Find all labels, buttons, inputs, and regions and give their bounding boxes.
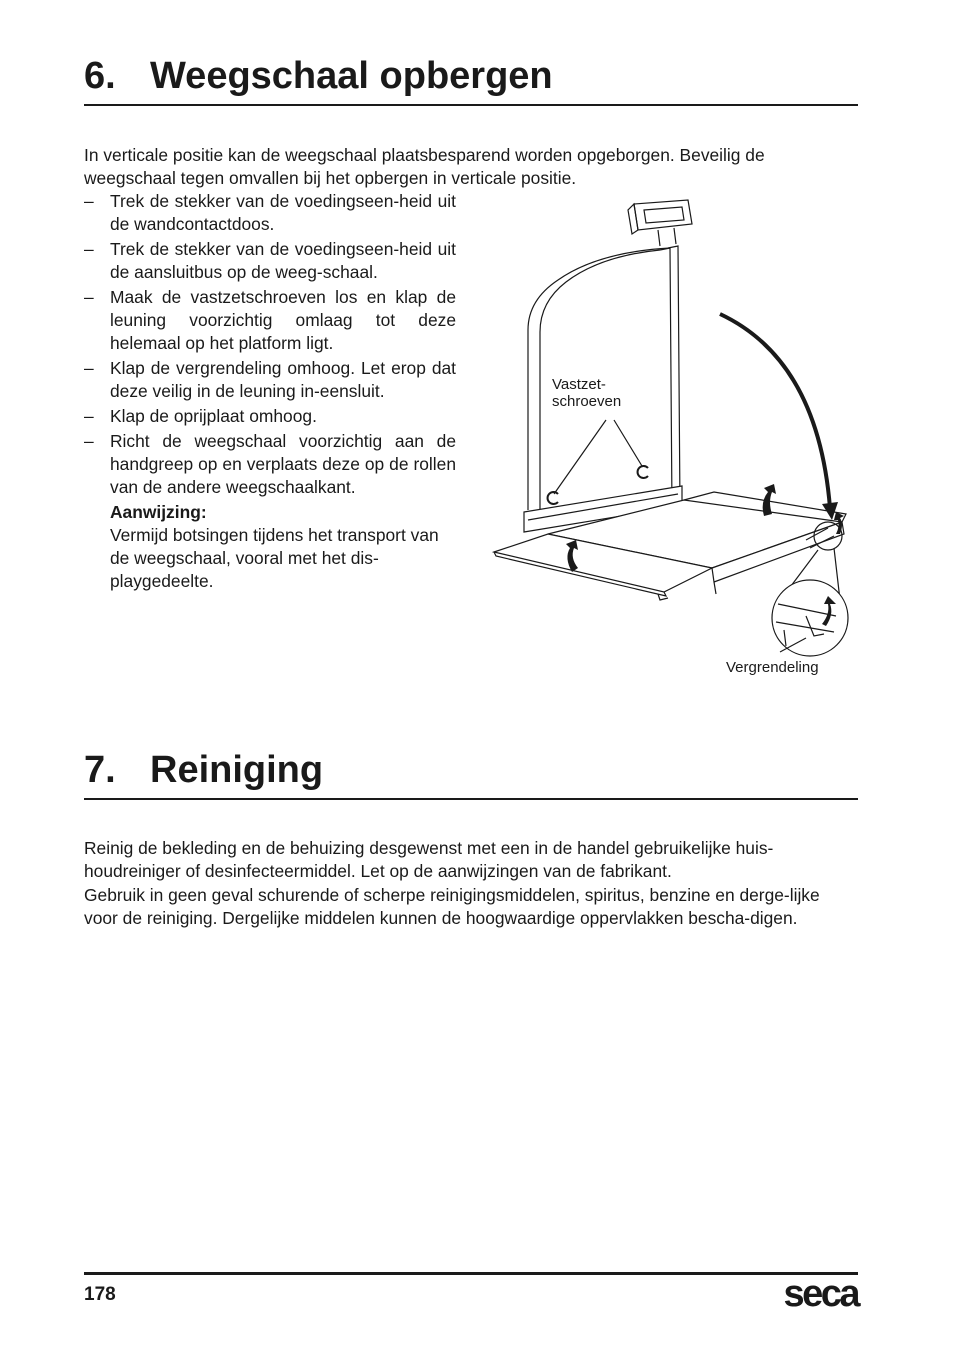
note-text: Vermijd botsingen tijdens het transport van de weegschaal, vooral met het dis-playgedeelte. [110,525,439,591]
step-item: – Trek de stekker van de voedingseen-heid uit de aansluitbus op de weeg-schaal. [84,238,456,284]
label-screws-line1: Vastzet- [552,376,606,393]
note-block [84,501,456,593]
section-7-paragraph-2: Gebruik in geen geval schurende of scherpe reinigingsmiddelen, spiritus, benzine en derge-lijke voor de reiniging. Dergelijke middelen kunnen de hoogwaardige oppervlakken bescha-digen. [84,885,820,928]
section-7-number: 7. [84,749,116,791]
section-7-paragraph-1: Reinig de bekleding en de behuizing desgewenst met een in de handel gebruikelijke huis-houdreiniger of desinfecteermiddel. Let op de aanwijzingen van de fabrikant. [84,838,774,881]
section-7-title: Reiniging [150,749,324,791]
step-item: – Klap de oprijplaat omhoog. [84,405,456,428]
seca-logo: seca [783,1273,858,1315]
label-lock: Vergrendeling [726,659,819,676]
section-6-heading [84,54,858,106]
scale-drawing [488,190,858,690]
page-number: 178 [84,1284,116,1305]
step-item: – Klap de vergrendeling omhoog. Let erop dat deze veilig in de leuning in-eensluit. [84,357,456,403]
section-6-title: Weegschaal opbergen [150,55,553,97]
section-6-intro: In verticale positie kan de weegschaal plaatsbesparend worden opgeborgen. Beveilig de weegschaal tegen omvallen bij het opbergen in verticale positie. [84,145,765,188]
storage-steps-list [84,190,456,593]
step-item: – Maak de vastzetschroeven los en klap de leuning voorzichtig omlaag tot deze helemaal op het platform ligt. [84,286,456,355]
footer-rule [84,1272,858,1275]
note-title: Aanwijzing: [110,502,207,522]
step-item: – Trek de stekker van de voedingseen-heid uit de wandcontactdoos. [84,190,456,236]
scale-folding-illustration [488,190,858,690]
label-screws [552,376,621,410]
label-screws-line2: schroeven [552,393,622,410]
section-6-number: 6. [84,55,116,97]
step-item: – Richt de weegschaal voorzichtig aan de handgreep op en verplaats deze op de rollen van de andere weegschaalkant. [84,430,456,499]
section-7-heading [84,748,858,800]
